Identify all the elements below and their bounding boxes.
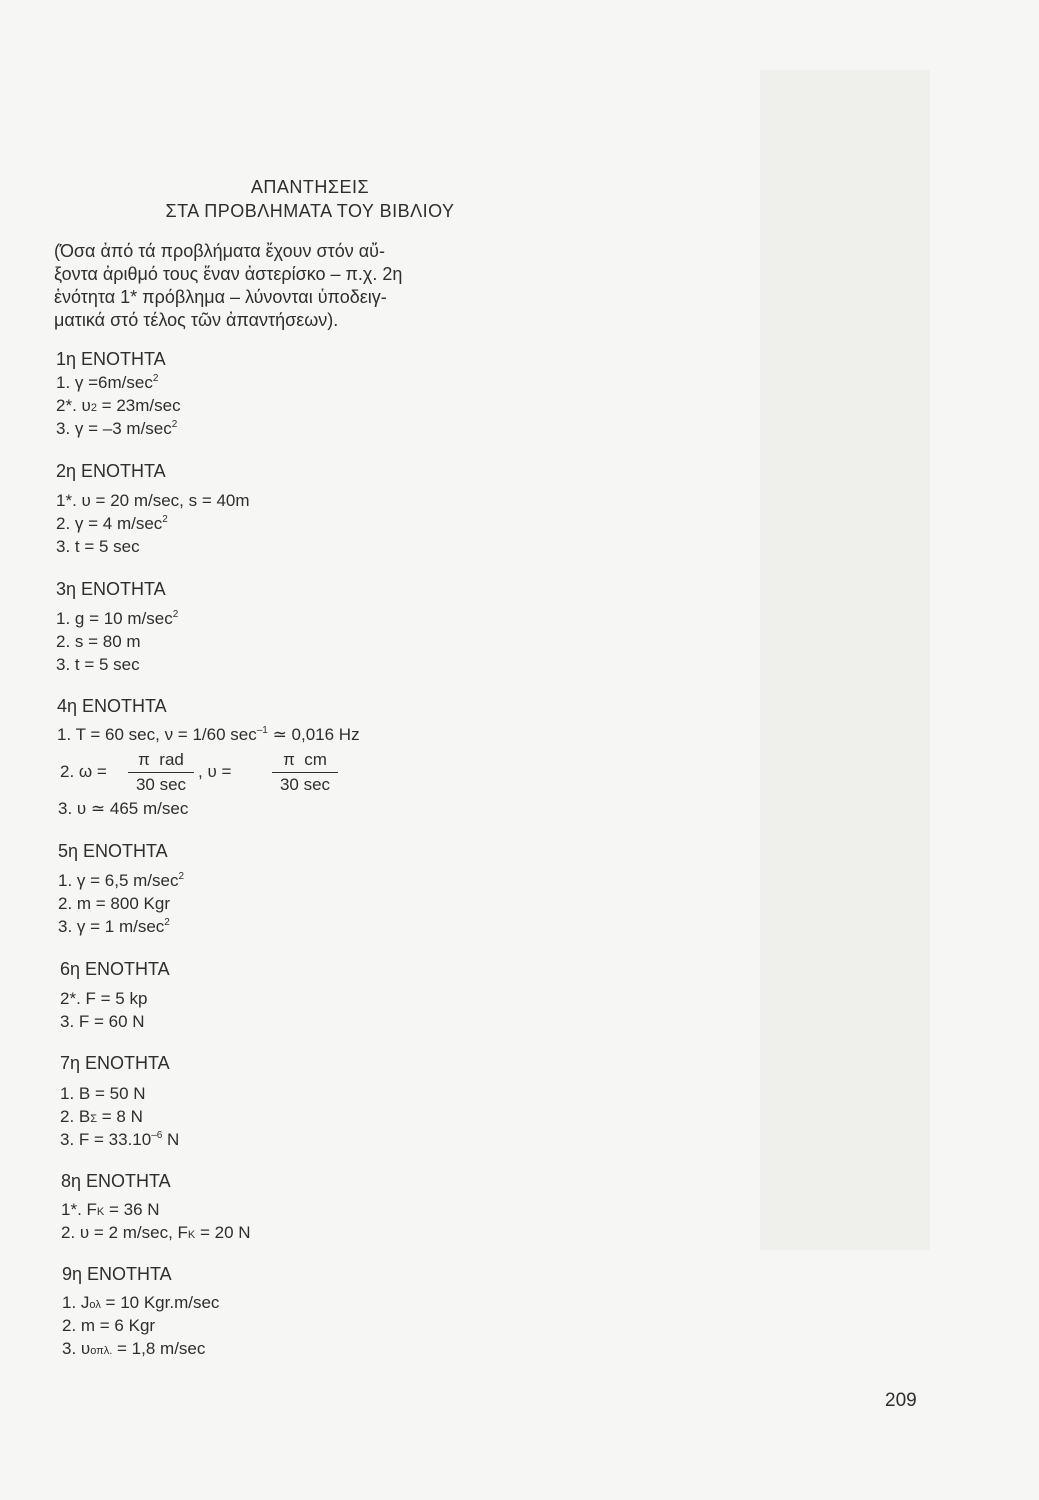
title-line-1: ΑΠΑΝΤΗΣΕΙΣ xyxy=(250,177,370,197)
intro-line: ἑνότητα 1* πρόβλημα – λύνονται ὑποδειγ- xyxy=(54,287,387,307)
fraction-omega: π rad 30 sec xyxy=(128,750,194,795)
answer-line: 1. $\gamma =6m/\sec^2$ xyxy=(56,373,159,392)
answer-line: 1*. υ = 20 m/sec, s = 40m xyxy=(56,491,250,510)
answer-line: 2*. F = 5 kp xyxy=(60,989,148,1008)
answer-line: 3. υοπλ. = 1,8 m/sec xyxy=(62,1339,206,1358)
answer-line: 3. t = 5 sec xyxy=(56,655,140,674)
answer-label: 2. ω = xyxy=(60,762,107,781)
page-title xyxy=(150,175,470,223)
section-heading: 1η ΕΝΟΤΗΤΑ xyxy=(56,349,166,369)
answer-line: 1. g = 10 $m/\sec^2$ xyxy=(56,609,179,628)
answer-line: 1*. FK = 36 N xyxy=(61,1200,160,1219)
answer-line: 2*. υ2 = 23m/sec xyxy=(56,396,181,415)
answer-line: 1. γ = 6,5 $m/\sec^2$ xyxy=(58,871,185,890)
section-heading: 6η ΕΝΟΤΗΤΑ xyxy=(60,959,170,979)
section-heading: 3η ΕΝΟΤΗΤΑ xyxy=(56,579,166,599)
section-heading: 8η ΕΝΟΤΗΤΑ xyxy=(61,1171,171,1191)
answer-line: 2. s = 80 m xyxy=(56,632,141,651)
bleed-through-column xyxy=(760,70,930,1250)
answer-line: 3. t = 5 sec xyxy=(56,537,140,556)
section-heading: 4η ΕΝΟΤΗΤΑ xyxy=(57,696,167,716)
intro-paragraph xyxy=(54,240,474,332)
answer-line: 2. υ = 2 m/sec, FK = 20 N xyxy=(61,1223,251,1242)
answer-line: 2. γ = 4 $m/\sec^2$ xyxy=(56,514,168,533)
intro-line: ματικά στό τέλος τῶν ἀπαντήσεων). xyxy=(54,310,339,330)
answer-line: 3. υ ≃ 465 m/sec xyxy=(58,799,189,818)
section-heading: 5η ΕΝΟΤΗΤΑ xyxy=(58,841,168,861)
answer-line: 3. γ = –3 $m/\sec^2$ xyxy=(56,419,178,438)
section-heading: 9η ΕΝΟΤΗΤΑ xyxy=(62,1264,172,1284)
answer-line: 2. m = 800 Kgr xyxy=(58,894,170,913)
answer-line: 1. B = 50 N xyxy=(60,1084,146,1103)
answer-line: 2. m = 6 Kgr xyxy=(62,1316,156,1335)
fraction-velocity: π cm 30 sec xyxy=(272,750,338,795)
intro-line: (Όσα ἀπό τά προβλήματα ἔχουν στόν αὔ- xyxy=(54,241,385,261)
answer-line: 1. Jολ = 10 Kgr.m/sec xyxy=(62,1293,220,1312)
answer-line: 1. T = 60 sec, ν = 1/60 $\sec^{-1}$ ≃ 0,016 Hz xyxy=(57,725,360,744)
section-heading: 7η ΕΝΟΤΗΤΑ xyxy=(60,1053,170,1073)
section-heading: 2η ΕΝΟΤΗΤΑ xyxy=(56,461,166,481)
page-number: 209 xyxy=(885,1390,917,1411)
intro-line: ξοντα ἀριθμό τους ἕναν ἀστερίσκο – π.χ. 2η xyxy=(54,264,403,284)
title-line-2: ΣΤΑ ΠΡΟΒΛΗΜΑΤΑ ΤΟΥ ΒΙΒΛΙΟΥ xyxy=(165,201,455,221)
answer-line: 3. F = 60 N xyxy=(60,1012,145,1031)
answer-line: 3. γ = 1 $m/\sec^2$ xyxy=(58,917,170,936)
answer-line: 3. $F = 33.10^{-6}$ N xyxy=(60,1130,180,1149)
answer-label: , υ = xyxy=(198,762,232,781)
answer-line: 2. BΣ = 8 N xyxy=(60,1107,143,1126)
